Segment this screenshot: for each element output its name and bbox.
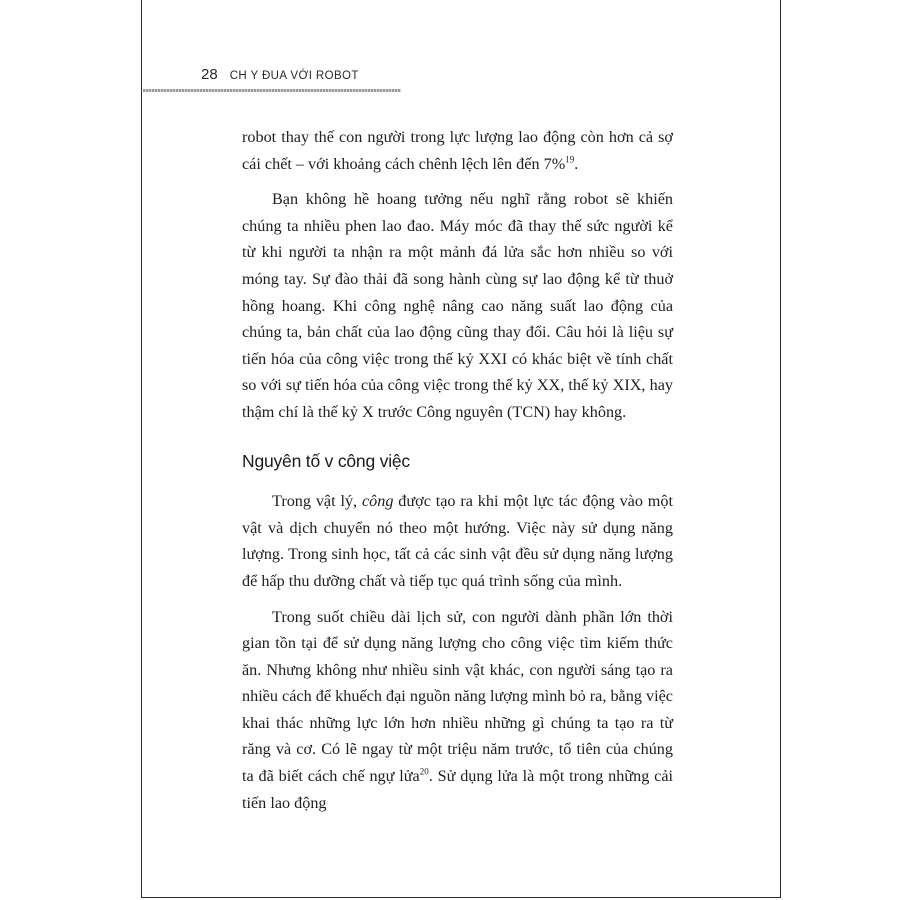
paragraph-4-text: Trong suốt chiều dài lịch sử, con người dành phần lớn thời gian tồn tại để sử dụng năng lượng cho công việc tìm kiếm thức ăn. Nhưng không như nhiều sinh vật khác, con người sáng tạo ra nhiều cách để khuếch đại nguồn năng lượng mình bỏ ra, bằng việc khai thác những lực lớn hơn nhiều những gì chúng ta tạo ra từ răng và cơ. Có lẽ ngay từ một triệu năm trước, tổ tiên của chúng ta đã biết cách chế ngự lửa bbox=[242, 607, 673, 786]
paragraph-3-rest: được tạo ra khi một lực tác động vào một vật và dịch chuyển nó theo một hướng. Việc này sử dụng năng lượng. Trong sinh học, tất cả các sinh vật đều sử dụng năng lượng để hấp thu dưỡng chất và tiếp tục quá trình sống của mình. bbox=[242, 492, 673, 590]
page-number: 28 bbox=[201, 66, 218, 83]
paragraph-1-end: . bbox=[574, 154, 579, 173]
section-heading: Nguyên tố v công việc bbox=[242, 450, 410, 471]
paragraph-4-end: . Sử dụng lửa là một trong những cải tiến lao động bbox=[242, 767, 674, 812]
footnote-ref-19: 19 bbox=[565, 154, 575, 165]
paragraph-2: Bạn không hề hoang tưởng nếu nghĩ rằng robot sẽ khiến chúng ta nhiều phen lao đao. Máy móc đã thay thế sức người kể từ khi người ta nhận ra một mảnh đá lửa sắc hơn nhiều so với móng tay. Sự đào thải đã song hành cùng sự lao động kể từ thuở hồng hoang. Khi công nghệ nâng cao năng suất lao động của chúng ta, bản chất của lao động cũng thay đổi. Câu hỏi là liệu sự tiến hóa của công việc trong thế kỷ XXI có khác biệt về tính chất so với sự tiến hóa của công việc trong thế kỷ XX, thế kỷ XIX, hay thậm chí là thế kỷ X trước Công nguyên (TCN) hay không. bbox=[242, 190, 673, 421]
body-text bbox=[242, 124, 673, 825]
paragraph-3 bbox=[242, 488, 673, 594]
header-rule bbox=[143, 89, 401, 92]
paragraph-continued bbox=[242, 124, 673, 177]
paragraph-3-start: Trong vật lý, bbox=[272, 492, 362, 511]
paragraph-4 bbox=[242, 604, 673, 817]
paragraph-3-emphasis: công bbox=[361, 492, 394, 511]
footnote-ref-20: 20 bbox=[419, 766, 429, 777]
paragraph-1-text: robot thay thế con người trong lực lượng lao động còn hơn cả sợ cái chết – với khoảng cách chênh lệch lên đến 7% bbox=[242, 128, 673, 173]
book-title: CH Y ĐUA VỚI ROBOT bbox=[229, 70, 359, 82]
